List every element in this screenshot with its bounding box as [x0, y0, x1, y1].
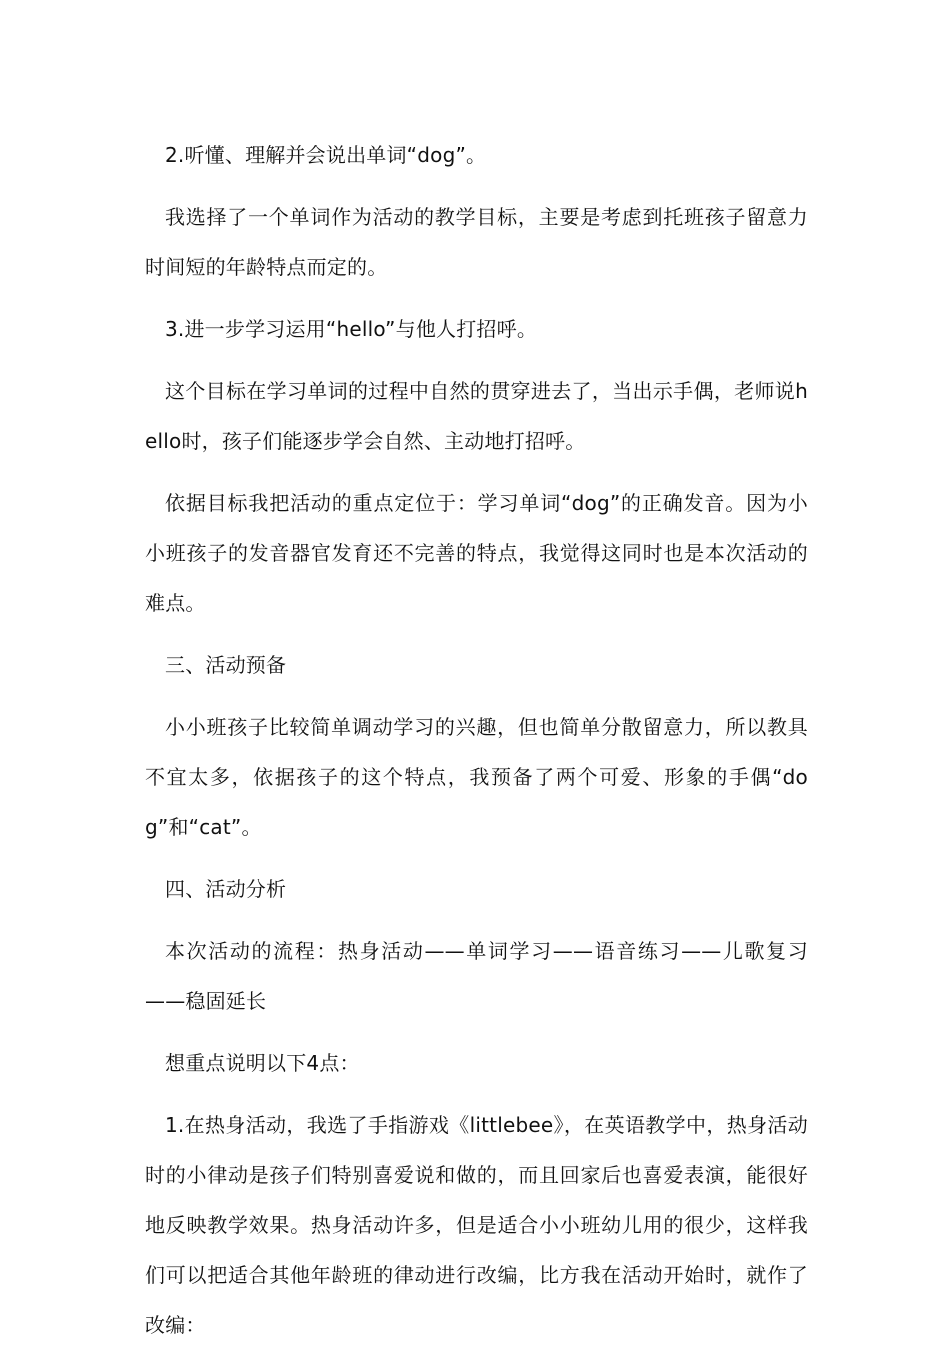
section-heading-analysis: 四、活动分析	[165, 877, 287, 901]
paragraph-point-1: 1.在热身活动，我选了手指游戏《littlebee》，在英语教学中，热身活动时的小律动是孩子们特别喜爱说和做的，而且回家后也喜爱表演，能很好地反映教学效果。热身活动许多，但是适合小小班幼儿用的很少，这样我们可以把适合其他年龄班的律动进行改编，比方我在活动开始时，就作了改编：	[145, 1113, 808, 1337]
paragraph-process: 本次活动的流程：热身活动——单词学习——语音练习——儿歌复习——稳固延长	[145, 939, 808, 1013]
paragraph-goal-2: 2.听懂、理解并会说出单词“dog”。	[165, 143, 487, 167]
paragraph-key-point: 依据目标我把活动的重点定位于：学习单词“dog”的正确发音。因为小小班孩子的发音器官发育还不完善的特点，我觉得这同时也是本次活动的难点。	[145, 491, 808, 615]
paragraph-preparation: 小小班孩子比较简单调动学习的兴趣，但也简单分散留意力，所以教具不宜太多，依据孩子的这个特点，我预备了两个可爱、形象的手偶“dog”和“cat”。	[145, 715, 808, 839]
paragraph-goal-2-explanation: 我选择了一个单词作为活动的教学目标，主要是考虑到托班孩子留意力时间短的年龄特点而定的。	[145, 205, 808, 279]
paragraph-goal-3: 3.进一步学习运用“hello”与他人打招呼。	[165, 317, 538, 341]
section-heading-preparation: 三、活动预备	[165, 653, 287, 677]
paragraph-goal-3-explanation: 这个目标在学习单词的过程中自然的贯穿进去了，当出示手偶，老师说hello时，孩子们能逐步学会自然、主动地打招呼。	[145, 379, 808, 453]
paragraph-key-points-intro: 想重点说明以下4点：	[165, 1051, 360, 1075]
document-body	[145, 130, 808, 1362]
